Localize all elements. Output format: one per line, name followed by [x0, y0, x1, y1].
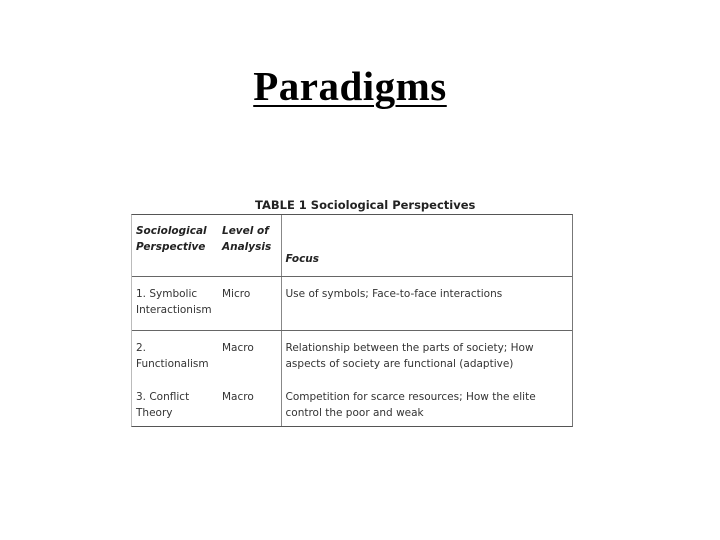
- cell-focus-line1: Relationship between the parts of society; How: [285, 342, 534, 354]
- table-header-row: [132, 215, 572, 277]
- cell-perspective: [132, 384, 218, 426]
- header-sociological-perspective: [132, 215, 218, 277]
- header-focus: Focus: [281, 215, 572, 277]
- cell-focus: [281, 277, 572, 331]
- header-level-line2: Analysis: [222, 240, 272, 253]
- header-perspective-line1: Sociological: [136, 225, 207, 237]
- cell-perspective-line2: Functionalism: [136, 357, 209, 370]
- header-level-line1: Level of: [222, 225, 269, 237]
- cell-perspective-line1: 2.: [136, 342, 147, 354]
- header-level-of-analysis: [218, 215, 281, 277]
- cell-focus-line2: aspects of society are functional (adaptive): [285, 357, 514, 370]
- cell-perspective-line2: Interactionism: [136, 303, 212, 316]
- table-row: [132, 384, 572, 426]
- cell-level: Macro: [222, 391, 254, 403]
- table-row: [132, 331, 572, 385]
- cell-level: Macro: [222, 342, 254, 354]
- perspectives-table-container: [131, 214, 573, 427]
- slide-title: [0, 62, 700, 110]
- perspectives-table: [132, 215, 572, 426]
- header-perspective-line2: Perspective: [136, 240, 206, 253]
- table-caption: TABLE 1 Sociological Perspectives: [255, 198, 476, 212]
- cell-perspective-line2: Theory: [136, 406, 173, 419]
- cell-level: Micro: [218, 277, 281, 331]
- cell-perspective-line1: 3. Conflict: [136, 391, 190, 403]
- cell-focus: [281, 384, 572, 426]
- cell-focus-line1: Competition for scarce resources; How the elite: [285, 391, 536, 403]
- cell-focus-line2: control the poor and weak: [285, 406, 424, 419]
- table-row: [132, 277, 572, 331]
- slide-title-text: Paradigms: [253, 63, 447, 109]
- cell-perspective-line1: 1. Symbolic: [136, 288, 198, 300]
- cell-perspective: [132, 277, 218, 331]
- cell-focus-line1: Use of symbols; Face-to-face interactions: [285, 288, 503, 300]
- cell-focus: [281, 331, 572, 385]
- cell-perspective: [132, 331, 218, 385]
